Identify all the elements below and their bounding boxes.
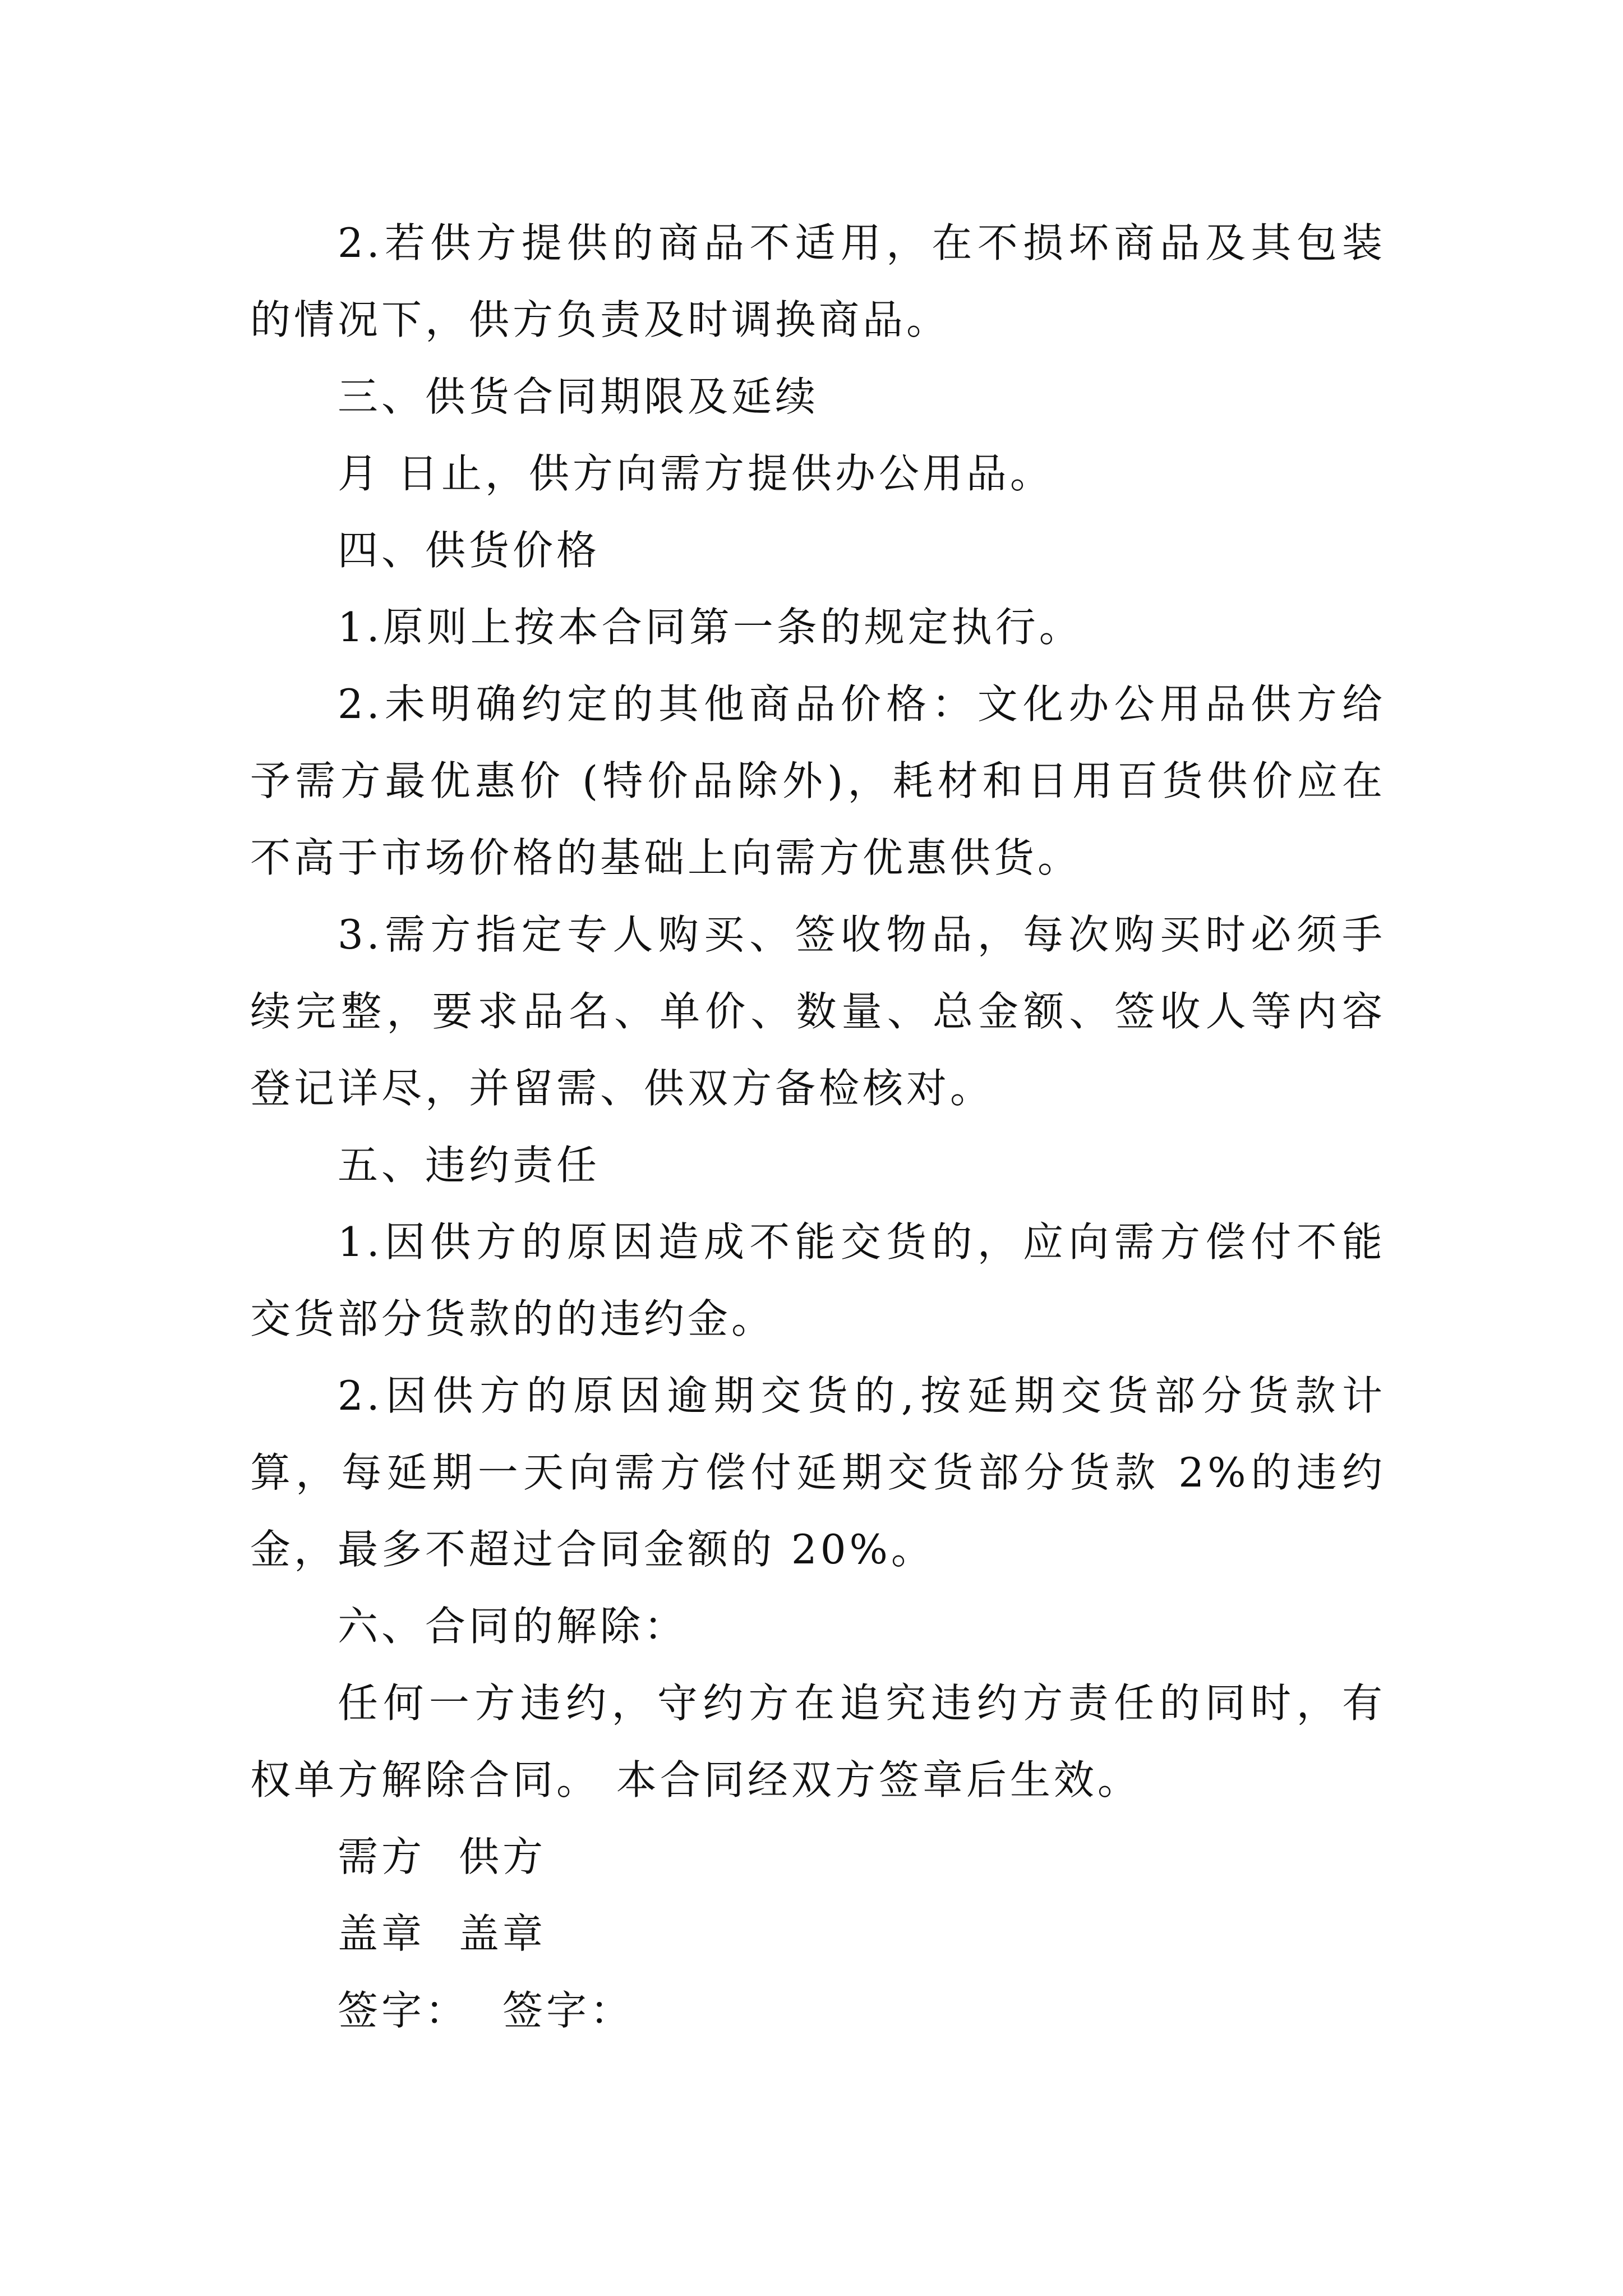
clause-2-item-2: 2.若供方提供的商品不适用，在不损坏商品及其包装的情况下，供方负责及时调换商品。 [250,219,1386,343]
party-supplier-label: 供方 [459,1833,547,1880]
sign-buyer-label: 签字： [338,1987,469,2034]
sign-supplier-label: 签字： [502,1987,634,2034]
section-4-heading: 四、供货价格 [338,527,601,574]
section-3-text: 月 日止，供方向需方提供办公用品。 [338,450,1054,497]
section-4-item-2: 2.未明确约定的其他商品价格：文化办公用品供方给予需方最优惠价 (特价品除外)，耗材和日用百货供价应在不高于市场价格的基础上向需方优惠供货。 [250,680,1386,881]
section-5-item-1: 1.因供方的原因造成不能交货的，应向需方偿付不能交货部分货款的的违约金。 [250,1218,1386,1342]
section-4-item-1: 1.原则上按本合同第一条的规定执行。 [338,604,1083,651]
seal-row [250,1895,1386,1972]
seal-buyer-label: 盖章 [338,1910,426,1957]
section-4-item-3: 3.需方指定专人购买、签收物品，每次购买时必须手续完整，要求品名、单价、数量、总金额、签收人等内容登记详尽，并留需、供双方备检核对。 [250,911,1386,1112]
party-row [250,1819,1386,1895]
seal-supplier-label: 盖章 [459,1910,547,1957]
section-6-text: 任何一方违约，守约方在追究违约方责任的同时，有权单方解除合同。 本合同经双方签章后生效。 [250,1680,1386,1803]
section-6-heading: 六、合同的解除： [338,1603,688,1650]
party-buyer-label: 需方 [338,1833,426,1880]
signature-row [250,1972,1386,2049]
section-3-heading: 三、供货合同期限及延续 [338,373,819,420]
contract-body [250,205,1386,2049]
section-5-heading: 五、违约责任 [338,1142,601,1189]
section-5-item-2: 2.因供方的原因逾期交货的,按延期交货部分货款计算，每延期一天向需方偿付延期交货部分货款 2%的违约金，最多不超过合同金额的 20%。 [250,1372,1386,1573]
